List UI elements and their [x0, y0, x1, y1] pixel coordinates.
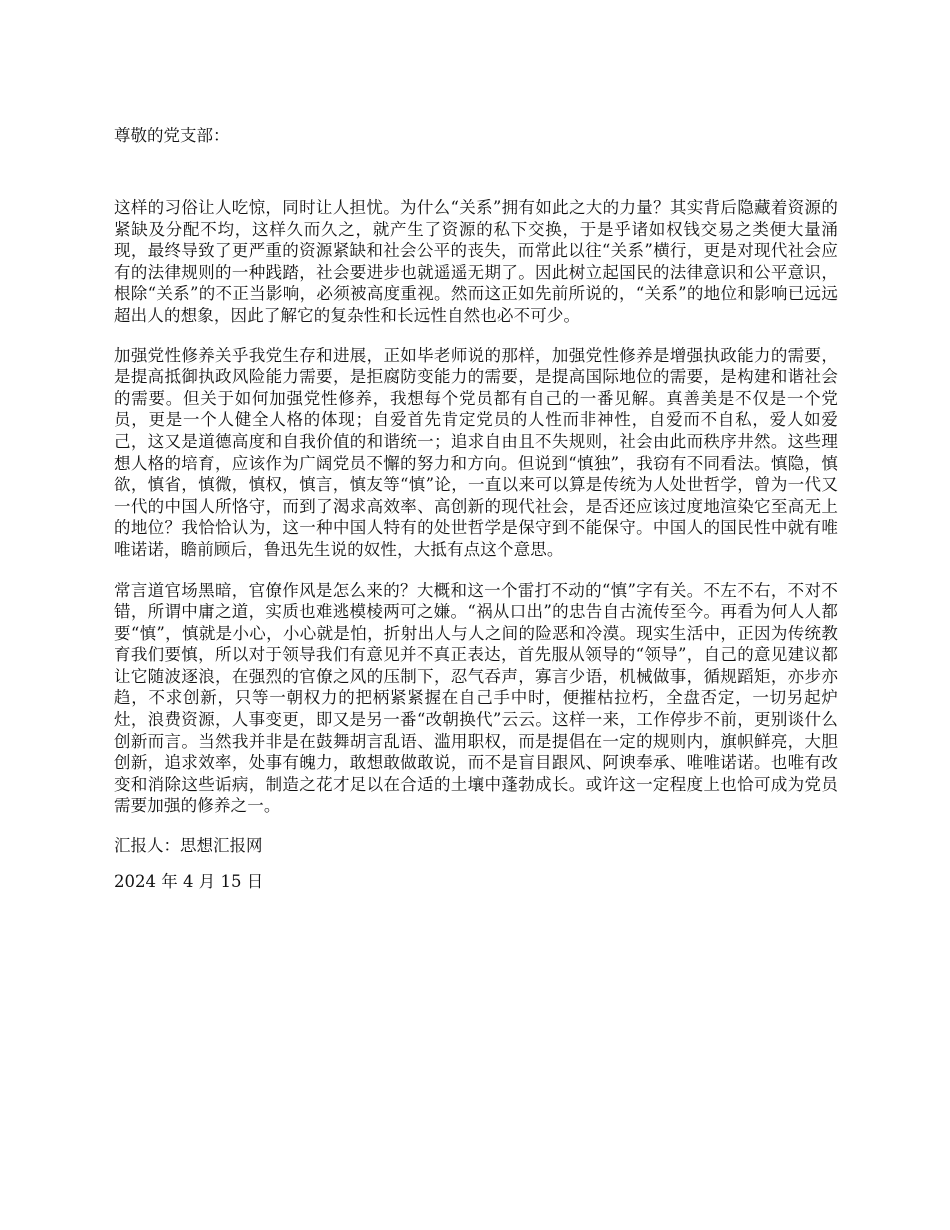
- body-paragraph-2: 加强党性修养关乎我党生存和进展，正如毕老师说的那样，加强党性修养是增强执政能力的需要，是提高抵御执政风险能力需要，是拒腐防变能力的需要，是提高国际地位的需要，是构建和谐社会的需要。但关于如何加强党性修养，我想每个党员都有自己的一番见解。真善美是不仅是一个党员，更是一个人健全人格的体现；自爱首先肯定党员的人性而非神性，自爱而不自私，爱人如爱己，这又是道德高度和自我价值的和谐统一；追求自由且不失规则，社会由此而秩序井然。这些理想人格的培育，应该作为广阔党员不懈的努力和方向。但说到“慎独”，我窃有不同看法。慎隐，慎欲，慎省，慎微，慎权，慎言，慎友等“慎”论，一直以来可以算是传统为人处世哲学，曾为一代又一代的中国人所恪守，而到了渴求高效率、高创新的现代社会，是否还应该过度地渲染它至高无上的地位？我恰恰认为，这一种中国人特有的处世哲学是保守到不能保守。中国人的国民性中就有唯唯诺诺，瞻前顾后，鲁迅先生说的奴性，大抵有点这个意思。: [114, 345, 838, 559]
- body-paragraph-1: 这样的习俗让人吃惊，同时让人担忧。为什么“关系”拥有如此之大的力量？其实背后隐藏着资源的紧缺及分配不均，这样久而久之，就产生了资源的私下交换，于是乎诸如权钱交易之类便大量涌现，最终导致了更严重的资源紧缺和社会公平的丧失，而常此以往“关系”横行，更是对现代社会应有的法律规则的一种践踏，社会要进步也就遥遥无期了。因此树立起国民的法律意识和公平意识，根除“关系”的不正当影响，必须被高度重视。然而这正如先前所说的，“关系”的地位和影响已远远超出人的想象，因此了解它的复杂性和长远性自然也必不可少。: [114, 198, 838, 325]
- body-paragraph-3: 常言道官场黑暗，官僚作风是怎么来的？大概和这一个雷打不动的“慎”字有关。不左不右，不对不错，所谓中庸之道，实质也难逃模棱两可之嫌。“祸从口出”的忠告自古流传至今。再看为何人人都要“慎”，慎就是小心，小心就是怕，折射出人与人之间的险恶和冷漠。现实生活中，正因为传统教育我们要慎，所以对于领导我们有意见并不真正表达，首先服从领导的“领导”，自己的意见建议都让它随波逐浪，在强烈的官僚之风的压制下，忍气吞声，寡言少语，机械做事，循规蹈矩，亦步亦趋，不求创新，只等一朝权力的把柄紧紧握在自己手中时，便摧枯拉朽，全盘否定，一切另起炉灶，浪费资源，人事变更，即又是另一番“改朝换代”云云。这样一来，工作停步不前，更别谈什么创新而言。当然我并非是在鼓舞胡言乱语、滥用职权，而是提倡在一定的规则内，旗帜鲜亮，大胆创新，追求效率，处事有魄力，敢想敢做敢说，而不是盲目跟风、阿谀奉承、唯唯诺诺。也唯有改变和消除这些诟病，制造之花才足以在合适的土壤中蓬勃成长。或许这一定程度上也恰可成为党员需要加强的修养之一。: [114, 580, 838, 816]
- signer-line: 汇报人：思想汇报网: [114, 836, 263, 856]
- date-line: 2024 年 4 月 15 日: [114, 872, 264, 892]
- letter-page: [114, 124, 838, 893]
- salutation: 尊敬的党支部：: [114, 126, 230, 145]
